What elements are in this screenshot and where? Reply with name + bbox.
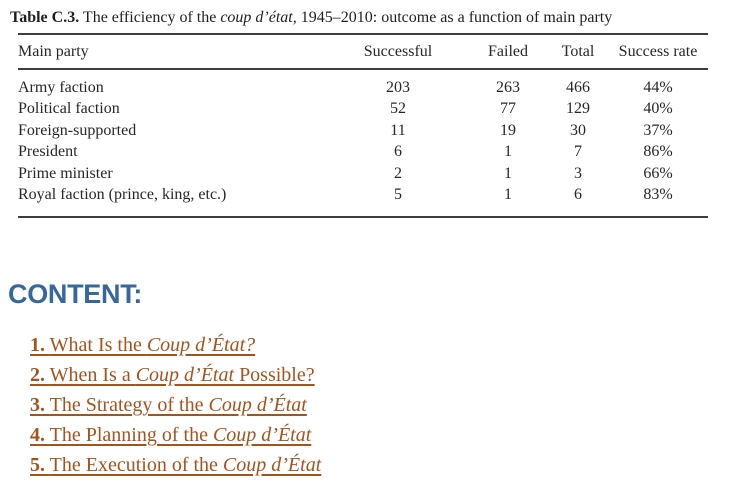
cell-rate: 40% bbox=[643, 100, 673, 118]
toc-number: 4. bbox=[30, 424, 45, 446]
toc-item bbox=[30, 421, 746, 451]
toc-italic: Coup d’État bbox=[135, 364, 235, 386]
table-of-contents bbox=[30, 331, 746, 481]
cell-total: 7 bbox=[574, 143, 582, 161]
column-header-success-rate: Success rate bbox=[618, 42, 698, 60]
toc-number: 1. bbox=[30, 334, 45, 356]
cell-successful: 52 bbox=[390, 100, 406, 118]
cell-total: 466 bbox=[566, 78, 590, 96]
cell-successful: 2 bbox=[394, 164, 402, 182]
table-row bbox=[18, 120, 708, 142]
toc-text: What Is the bbox=[49, 334, 147, 356]
toc-italic: Coup d’État bbox=[222, 454, 322, 476]
cell-rate: 83% bbox=[643, 186, 673, 204]
table-row bbox=[18, 99, 708, 121]
column-header-successful: Successful bbox=[363, 42, 433, 60]
toc-number: 3. bbox=[30, 394, 45, 416]
toc-text: The Execution of the bbox=[49, 454, 223, 476]
cell-failed: 19 bbox=[500, 121, 516, 139]
toc-text: When Is a bbox=[49, 364, 136, 386]
cell-successful: 203 bbox=[386, 78, 410, 96]
toc-link-2[interactable] bbox=[30, 364, 315, 386]
table-caption-rest: 1945–2010: outcome as a function of main party bbox=[296, 9, 613, 26]
cell-rate: 44% bbox=[643, 78, 673, 96]
toc-number: 2. bbox=[30, 364, 45, 386]
table-body bbox=[18, 70, 708, 216]
toc-link-4[interactable] bbox=[30, 424, 311, 446]
toc-link-3[interactable] bbox=[30, 394, 307, 416]
cell-successful: 11 bbox=[390, 121, 406, 139]
table-row bbox=[18, 77, 708, 99]
cell-failed: 1 bbox=[504, 143, 512, 161]
toc-number: 5. bbox=[30, 454, 45, 476]
table-caption-text: The efficiency of the bbox=[79, 9, 221, 26]
cell-rate: 86% bbox=[643, 143, 673, 161]
toc-link-5[interactable] bbox=[30, 454, 321, 476]
toc-text-post: Possible? bbox=[234, 364, 315, 386]
cell-party: Prime minister bbox=[18, 164, 113, 182]
toc-text: The Planning of the bbox=[49, 424, 213, 446]
cell-successful: 5 bbox=[394, 186, 402, 204]
toc-item bbox=[30, 391, 746, 421]
page bbox=[0, 8, 746, 481]
column-header-failed: Failed bbox=[488, 42, 528, 60]
toc-italic: Coup d’État bbox=[208, 394, 307, 416]
cell-party: Army faction bbox=[18, 78, 104, 96]
cell-total: 30 bbox=[570, 121, 586, 139]
cell-total: 6 bbox=[574, 186, 582, 204]
table-bottom-rule bbox=[18, 216, 708, 218]
content-heading: CONTENT: bbox=[8, 279, 143, 309]
cell-party: President bbox=[18, 143, 78, 161]
table-row bbox=[18, 142, 708, 164]
cell-total: 3 bbox=[574, 164, 582, 182]
cell-failed: 1 bbox=[504, 186, 512, 204]
table-caption bbox=[10, 8, 746, 28]
toc-text: The Strategy of the bbox=[49, 394, 209, 416]
efficiency-table bbox=[18, 33, 708, 218]
toc-item bbox=[30, 361, 746, 391]
cell-rate: 66% bbox=[643, 164, 673, 182]
cell-party: Royal faction (prince, king, etc.) bbox=[18, 186, 227, 204]
cell-successful: 6 bbox=[394, 143, 402, 161]
table-row bbox=[18, 185, 708, 207]
table-row bbox=[18, 163, 708, 185]
cell-failed: 263 bbox=[496, 78, 520, 96]
column-header-main-party: Main party bbox=[18, 42, 89, 60]
table-header-row bbox=[18, 35, 708, 68]
toc-item bbox=[30, 331, 746, 361]
toc-italic: Coup d’État bbox=[212, 424, 312, 446]
cell-rate: 37% bbox=[643, 121, 673, 139]
column-header-total: Total bbox=[561, 42, 595, 60]
table-caption-italic: coup d’état, bbox=[220, 9, 297, 26]
cell-failed: 1 bbox=[504, 164, 512, 182]
cell-total: 129 bbox=[566, 100, 590, 118]
cell-failed: 77 bbox=[500, 100, 516, 118]
cell-party: Political faction bbox=[18, 100, 120, 118]
toc-italic: Coup d’État? bbox=[146, 334, 256, 356]
table-caption-label: Table C.3. bbox=[10, 9, 80, 26]
cell-party: Foreign-supported bbox=[18, 121, 137, 139]
toc-link-1[interactable] bbox=[30, 334, 255, 356]
